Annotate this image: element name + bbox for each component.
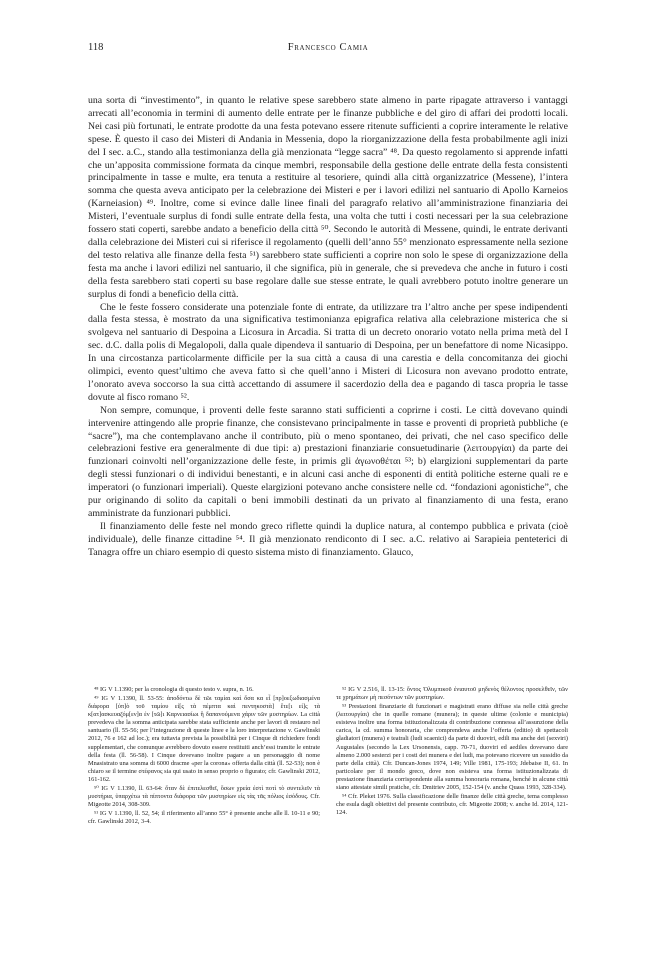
paragraph: Il finanziamento delle feste nel mondo greco riflette quindi la duplice natura, al contempo pubblica e privata (cioè individuale), delle finanze cittadine ⁵⁴. Il già menzionato rendiconto di I sec. a.C. relativo ai Sarapieia penteterici di Tanagra offre un chiaro esempio di questo sistema misto di finanziamento. Glauco, xyxy=(88,520,568,558)
footnote: ⁵³ Prestazioni finanziarie di funzionari e magistrati erano diffuse sia nelle città greche (λειτουργίαι) che in quelle romane (munera); in queste ultime (colonie e municipia) esisteva inoltre una forma istituzionalizzata di contribuzione connessa all’assunzione della carica, la cd. summa honoraria, che comprendeva anche l’offerta (editio) di spettacoli gladiatori (munera) e teatrali (ludi scaenici) da parte di duoviri, edili ma anche dei (sexviri) Augustales (secondo la Lex Ursonensis, capp. 70-71, duoviri ed aediles dovevano dare almeno 2.000 sesterzi per i costi dei munera e dei ludi, ma potevano ricevere un sussidio da parte della città). Cfr. Duncan-Jones 1974, 149; Ville 1981, 175-193; Jdebaise II, 61. In particolare per il mondo greco, dove non esisteva una forma istituzionalizzata di prestazione finanziaria corrispondente alla summa honoraria romana, benché in alcune città siano attestate simili pratiche, cfr. Dmitriev 2005, 152-154 (v. anche Quass 1993, 328-334). xyxy=(336,702,568,792)
footnotes-left-column xyxy=(88,686,320,926)
running-head: Francesco Camia xyxy=(287,42,369,53)
footnote: ⁵¹ IG V 1.1390, ll. 52, 54; il riferimento all’anno 55° è presente anche alle ll. 10-11 e 90; cfr. Gawlinski 2012, 3-4. xyxy=(88,809,320,825)
paragraph: una sorta di “investimento”, in quanto le relative spese sarebbero state almeno in parte ripagate attraverso i vantaggi arrecati all’economia in termini di aumento delle entrate per le finanze pubbliche e del giro di affari dei prodotti locali. Nei casi più fortunati, le entrate prodotte da una festa potevano essere ritenute sufficienti a coprire interamente le relative spese. È questo il caso dei Misteri di Andania in Messenia, dopo la riorganizzazione della festa probabilmente agli inizi del I sec. a.C., stando alla testimonianza della già menzionata “legge sacra” ⁴⁸. Da questo regolamento si apprende infatti che un’apposita commissione formata da cinque membri, responsabile della gestione delle entrate della festa consistenti principalmente in tasse e multe, era tenuta a restituire al tesoriere, quindi alla città organizzatrice (Messene), l’intera somma che questa aveva anticipato per la celebrazione dei Misteri e per i lavori edilizi nel santuario di Apollo Karneios (Karneiasion) ⁴⁹. Inoltre, come si evince dalle linee finali del paragrafo relativo all’amministrazione finanziaria dei Misteri, l’eventuale surplus di fondi sulle entrate della festa, una volta che tutti i costi necessari per la sua celebrazione fossero stati coperti, sarebbe andato a beneficio della città ⁵⁰. Secondo le autorità di Messene, quindi, le entrate derivanti dalla celebrazione dei Misteri cui si riferisce il regolamento (quelli dell’anno 55° menzionato espressamente nella sezione del testo relativa alle finanze della festa ⁵¹) sarebbero state sufficienti a coprire non solo le spese di organizzazione della festa ma anche i lavori edilizi nel santuario, il che significa, più in generale, che si prevedeva che anche in futuro i costi della festa sarebbero stati coperti su base regolare dalle sue stesse entrate, le quali avrebbero potuto inoltre generare un surplus di fondi a beneficio della città. xyxy=(88,95,568,300)
footnote: ⁴⁹ IG V 1.1390, ll. 53-55: ἀποδόντω δὲ τῶι ταμίαι καὶ ὅσα κα εἶ [πρ]οεξωδιασμένα διάφορα [ὑπ]ὸ τοῦ ταμίου εἰ[ς τὰ πέμπτα καὶ πεντηκοστὰ] ἔτε[ι εἰ]ς τὰ κ[ατ]ασκευαζόμ[εν]α ἐν [τῶ]ι Καρνειασίωι ἢ δαπανούμενα χάριν τῶν μυστηρίων. La città prevedeva che la somma anticipata sarebbe stata sufficiente anche per lavori di restauro nel santuario (ll. 55-56; per l’integrazione di queste linee e la loro interpretazione v. Gawlinski 2012, 76 e 162 ad loc.); era tuttavia prevista la possibilità per i Cinque di richiedere fondi supplementari, che comunque avrebbero dovuto essere restituiti anch’essi tramite le entrate della festa (ll. 56-58). I Cinque dovevano inoltre pagare a un personaggio di nome Mnasistrato una somma di 6000 dracme «per la corona» offerta dalla città (ll. 52-53); non è chiaro se il termine στέφανος sia qui usato in senso proprio o figurato; cfr. Gawlinski 2012, 161-162. xyxy=(88,694,320,784)
footnote: ⁴⁸ IG V 1.1390; per la cronologia di questo testo v. supra, n. 16. xyxy=(94,686,254,693)
page-number: 118 xyxy=(88,42,104,53)
main-text xyxy=(88,95,568,560)
footnotes-right-column xyxy=(336,686,568,926)
footnotes xyxy=(88,686,568,926)
footnote: ⁵⁰ IG V 1.1390, ll. 63-64: ὅταν δὲ ἐπιτελεσθεῖ, ὅσων χρεία ἐστὶ ποτὶ τὸ συντελεῖν τὰ μυστήρια, ὑπαρχέτω τὰ πίπτοντα διάφορα τῶν μυστηρίων εἰς τὰς τᾶς πόλιος ἐσόδους. Cfr. Migeotte 2014, 308-309. xyxy=(88,784,320,809)
footnote: ⁵² IG V 2.516, ll. 13-15: ὄντος Ὀλυμπικοῦ ἐνιαυτοῦ μηδενὸς θέλοντος προσελθεῖν, τῶν τε χρημάτων μὴ πεσόντων τῶν μυστηρίων. xyxy=(336,686,568,702)
footnote: ⁵⁴ Cfr. Pleket 1976. Sulla classificazione delle finanze delle città greche, tema complesso che esula dagli obiettivi del presente contributo, cfr. Migeotte 2008; v. anche Id. 2014, 121-124. xyxy=(336,793,568,817)
paragraph: Che le feste fossero considerate una potenziale fonte di entrate, da utilizzare tra l’altro anche per spese indipendenti dalla festa stessa, è mostrato da una significativa testimonianza epigrafica relativa alla celebrazione misterica che si svolgeva nel santuario di Despoina a Licosura in Arcadia. Si tratta di un decreto onorario votato nella prima metà del I sec. d.C. dalla polis di Megalopoli, dalla quale dipendeva il santuario di Despoina, per un benefattore di nome Nicasippo. In una circostanza particolarmente difficile per la sua città a causa di una carestia e della concomitanza dei giochi olimpici, evento quest’ultimo che aveva fatto sì che quell’anno i Misteri di Licosura non avevano prodotto entrate, l’onorato aveva soccorso la sua città accettando di assumere il sacerdozio della dea e pagando di tasca propria le tasse dovute al fisco romano ⁵². xyxy=(88,301,568,403)
paragraph: Non sempre, comunque, i proventi delle feste saranno stati sufficienti a coprirne i costi. Le città dovevano quindi intervenire attingendo alle proprie finanze, che consistevano principalmente in tasse e proventi di proprietà pubbliche (e “sacre”), ma che contemplavano anche il contributo, più o meno spontaneo, dei privati, che nel caso specifico delle celebrazioni festive era generalmente di due tipi: a) prestazioni finanziarie consuetudinarie (λειτουργίαι) da parte dei funzionari coinvolti nell’organizzazione delle feste, in primis gli ἀγωνοθέται ⁵³; b) elargizioni supplementari da parte degli stessi funzionari o di individui benestanti, e in alcuni casi anche di esponenti di entità politiche esterne quali re e imperatori (o funzionari imperiali). Queste elargizioni potevano anche consistere nelle cd. “fondazioni agonistiche”, che pur originando di solito da capitali o beni immobili destinati da un privato al finanziamento di una festa, erano amministrate da funzionari pubblici. xyxy=(88,404,568,519)
page-header xyxy=(88,42,568,56)
